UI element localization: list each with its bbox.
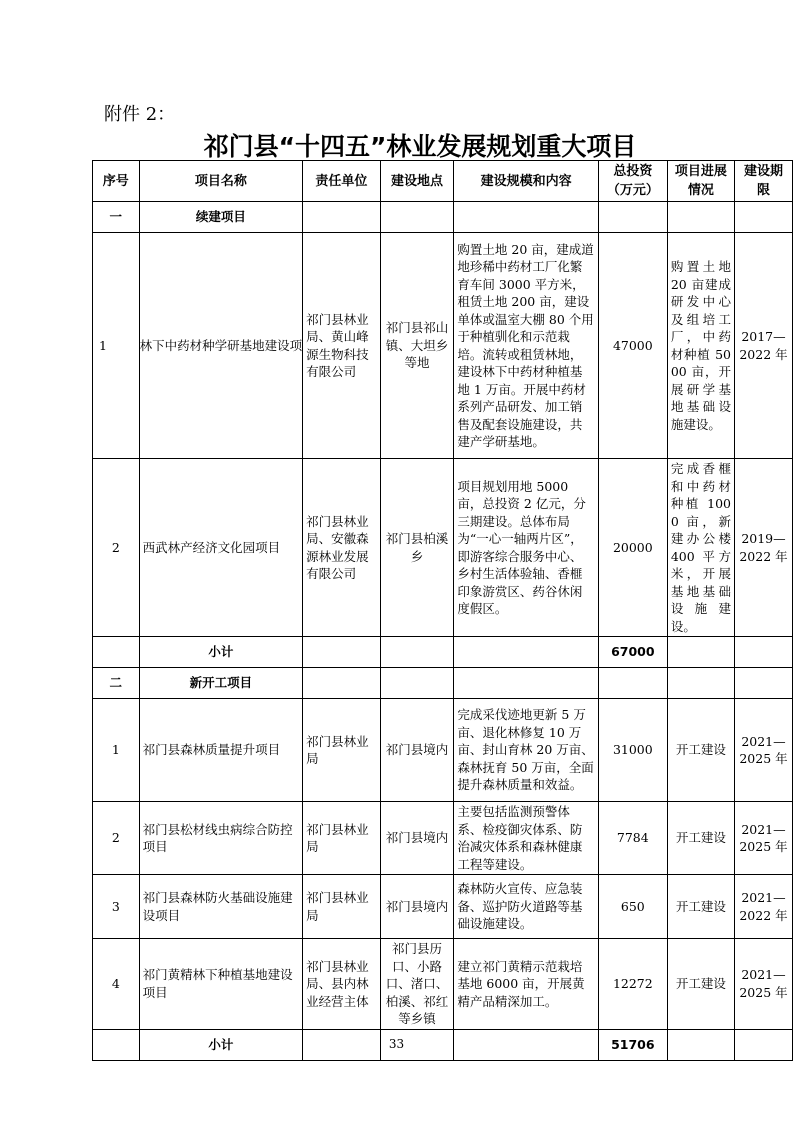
row-period: 2021—2025 年 — [734, 699, 792, 802]
row-period: 2021—2025 年 — [734, 939, 792, 1030]
table-row — [93, 233, 793, 459]
empty-cell — [734, 202, 792, 233]
empty-cell — [93, 637, 140, 668]
row-unit: 祁门县林业局、安徽森源林业发展有限公司 — [303, 459, 381, 637]
header-period: 建设期限 — [734, 161, 792, 202]
row-progress: 开工建设 — [667, 802, 734, 875]
empty-cell — [734, 668, 792, 699]
row-content: 项目规划用地 5000 亩，总投资 2 亿元，分三期建设。总体布局为“一心一轴两片区”，即游客综合服务中心、乡村生活体验轴、香榧印象游赏区、药谷休闲度假区。 — [454, 459, 598, 637]
row-location: 祁门县境内 — [380, 875, 454, 939]
row-location: 祁门县柏溪乡 — [380, 459, 454, 637]
empty-cell — [454, 202, 598, 233]
header-investment: 总投资（万元） — [598, 161, 667, 202]
row-content: 主要包括监测预警体系、检疫御灾体系、防治减灾体系和森林健康工程等建设。 — [454, 802, 598, 875]
header-no: 序号 — [93, 161, 140, 202]
row-investment: 650 — [598, 875, 667, 939]
row-unit: 祁门县林业局 — [303, 802, 381, 875]
empty-cell — [667, 202, 734, 233]
header-row — [93, 161, 793, 202]
row-progress: 开工建设 — [667, 939, 734, 1030]
row-period: 2017—2022 年 — [734, 233, 792, 459]
row-progress: 购置土地 20 亩建成研发中心及组培工厂，中药材种植 5000 亩，开展研学基地基础设施建设。 — [667, 233, 734, 459]
empty-cell — [303, 668, 381, 699]
empty-cell — [667, 637, 734, 668]
section-row — [93, 668, 793, 699]
row-name: 祁门县松材线虫病综合防控项目 — [139, 802, 303, 875]
row-progress: 开工建设 — [667, 875, 734, 939]
empty-cell — [598, 202, 667, 233]
row-location: 祁门县祁山镇、大坦乡等地 — [380, 233, 454, 459]
row-name: 祁门县森林防火基础设施建设项目 — [139, 875, 303, 939]
empty-cell — [380, 202, 454, 233]
row-investment: 20000 — [598, 459, 667, 637]
section-no: 二 — [93, 668, 140, 699]
table-row — [93, 939, 793, 1030]
section-name: 新开工项目 — [139, 668, 303, 699]
subtotal-value: 51706 — [598, 1029, 667, 1060]
subtotal-row — [93, 637, 793, 668]
page-number: 33 — [388, 1037, 405, 1051]
row-location: 祁门县境内 — [380, 699, 454, 802]
section-name: 续建项目 — [139, 202, 303, 233]
header-unit: 责任单位 — [303, 161, 381, 202]
header-content: 建设规模和内容 — [454, 161, 598, 202]
row-period: 2021—2022 年 — [734, 875, 792, 939]
row-name: 祁门黄精林下种植基地建设项目 — [139, 939, 303, 1030]
document-title: 祁门县“十四五”林业发展规划重大项目 — [203, 132, 637, 161]
row-progress: 开工建设 — [667, 699, 734, 802]
table-row — [93, 802, 793, 875]
row-content: 森林防火宣传、应急装备、巡护防火道路等基础设施建设。 — [454, 875, 598, 939]
row-no: 2 — [93, 802, 140, 875]
header-name: 项目名称 — [139, 161, 303, 202]
header-progress: 项目进展情况 — [667, 161, 734, 202]
empty-cell — [454, 668, 598, 699]
projects-table — [92, 160, 793, 1061]
row-location: 祁门县历口、小路口、渚口、柏溪、祁红等乡镇 — [380, 939, 454, 1030]
table-row — [93, 699, 793, 802]
subtotal-label: 小计 — [139, 1029, 303, 1060]
row-location: 祁门县境内 — [380, 802, 454, 875]
empty-cell — [734, 637, 792, 668]
row-investment: 31000 — [598, 699, 667, 802]
subtotal-value: 67000 — [598, 637, 667, 668]
row-investment: 47000 — [598, 233, 667, 459]
row-name: 西武林产经济文化园项目 — [139, 459, 303, 637]
row-progress: 完成香榧和中药材种植 1000 亩，新建办公楼 400 平方米，开展基地基础设施建设。 — [667, 459, 734, 637]
attachment-label: 附件 2： — [104, 104, 176, 125]
header-location: 建设地点 — [380, 161, 454, 202]
row-content: 购置土地 20 亩，建成道地珍稀中药材工厂化繁育车间 3000 平方米，租赁土地 200 亩，建设单体或温室大棚 80 个用于种植驯化和示范栽培。流转或租赁林地，建设林下中药材种植基地 1 万亩。开展中药材系列产品研发、加工销售及配套设施建设，共建产学研基地。 — [454, 233, 598, 459]
row-name: 祁门县森林质量提升项目 — [139, 699, 303, 802]
row-unit: 祁门县林业局、县内林业经营主体 — [303, 939, 381, 1030]
row-investment: 12272 — [598, 939, 667, 1030]
row-content: 建立祁门黄精示范栽培基地 6000 亩，开展黄精产品精深加工。 — [454, 939, 598, 1030]
row-unit: 祁门县林业局、黄山峰源生物科技有限公司 — [303, 233, 381, 459]
empty-cell — [667, 668, 734, 699]
section-row — [93, 202, 793, 233]
row-unit: 祁门县林业局 — [303, 699, 381, 802]
subtotal-label: 小计 — [139, 637, 303, 668]
row-no: 3 — [93, 875, 140, 939]
table-row — [93, 459, 793, 637]
row-investment: 7784 — [598, 802, 667, 875]
row-period: 2021—2025 年 — [734, 802, 792, 875]
empty-cell — [380, 637, 454, 668]
row-no: 2 — [93, 459, 140, 637]
row-name: 林下中药材种学研基地建设项 — [139, 233, 303, 459]
row-no: 1 — [93, 233, 140, 459]
empty-cell — [303, 637, 381, 668]
section-no: 一 — [93, 202, 140, 233]
row-period: 2019—2022 年 — [734, 459, 792, 637]
empty-cell — [454, 637, 598, 668]
empty-cell — [380, 668, 454, 699]
empty-cell — [303, 202, 381, 233]
empty-cell — [598, 668, 667, 699]
table-row — [93, 875, 793, 939]
row-no: 1 — [93, 699, 140, 802]
row-no: 4 — [93, 939, 140, 1030]
row-unit: 祁门县林业局 — [303, 875, 381, 939]
row-content: 完成采伐迹地更新 5 万亩、退化林修复 10 万亩、封山育林 20 万亩、森林抚育 50 万亩，全面提升森林质量和效益。 — [454, 699, 598, 802]
